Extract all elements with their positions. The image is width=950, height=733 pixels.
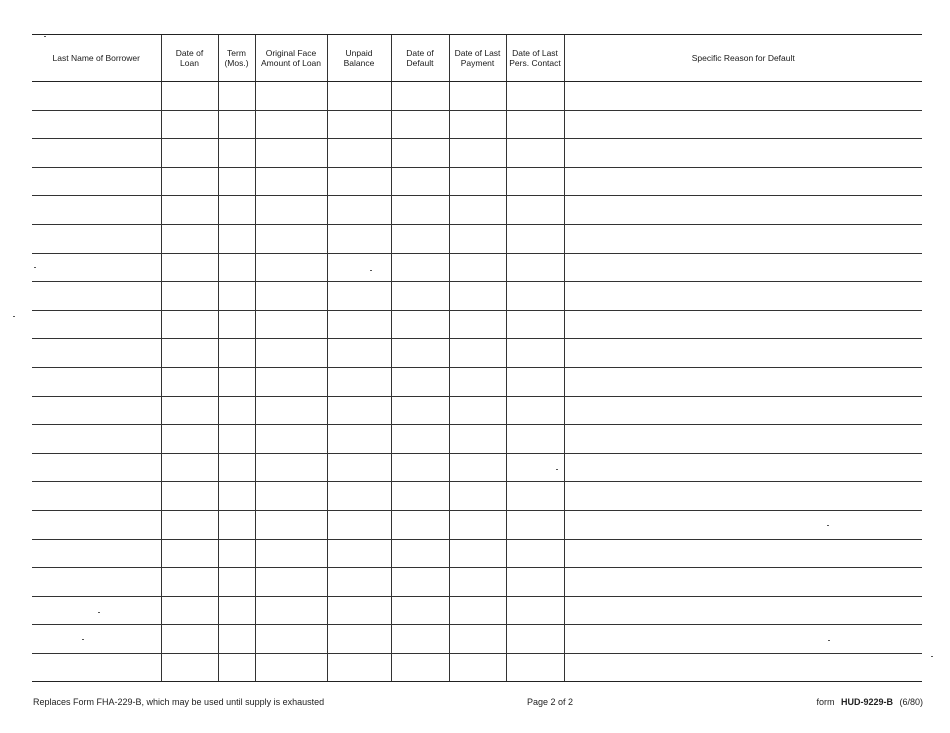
- table-cell[interactable]: [327, 339, 391, 368]
- table-cell[interactable]: [506, 167, 564, 196]
- table-cell[interactable]: [449, 425, 506, 454]
- table-row: [32, 539, 922, 568]
- table-cell[interactable]: [449, 167, 506, 196]
- page-indicator: Page 2 of 2: [527, 697, 574, 707]
- table-cell[interactable]: [449, 453, 506, 482]
- table-cell[interactable]: [255, 396, 327, 425]
- table-cell[interactable]: [255, 482, 327, 511]
- column-header-date-of-last-payment: Date of Last Payment: [449, 35, 506, 82]
- table-cell[interactable]: [449, 310, 506, 339]
- table-cell[interactable]: [506, 539, 564, 568]
- table-row: [32, 482, 922, 511]
- table-cell[interactable]: [161, 510, 218, 539]
- table-cell[interactable]: [327, 253, 391, 282]
- table-cell[interactable]: [32, 510, 161, 539]
- table-cell[interactable]: [564, 310, 922, 339]
- table-cell[interactable]: [161, 139, 218, 168]
- table-cell[interactable]: [32, 596, 161, 625]
- table-cell[interactable]: [327, 110, 391, 139]
- table-cell[interactable]: [391, 82, 449, 111]
- table-cell[interactable]: [161, 253, 218, 282]
- table-cell[interactable]: [218, 625, 255, 654]
- form-identifier: [816, 697, 923, 707]
- table-cell[interactable]: [218, 510, 255, 539]
- table-cell[interactable]: [32, 282, 161, 311]
- table-cell[interactable]: [32, 110, 161, 139]
- table-cell[interactable]: [32, 253, 161, 282]
- column-header-original-face-amount: Original Face Amount of Loan: [255, 35, 327, 82]
- table-cell[interactable]: [161, 310, 218, 339]
- table-cell[interactable]: [506, 653, 564, 682]
- table-row: [32, 282, 922, 311]
- scan-speck: [98, 612, 100, 613]
- scan-speck: [828, 640, 830, 641]
- table-cell[interactable]: [449, 367, 506, 396]
- table-cell[interactable]: [32, 396, 161, 425]
- table-cell[interactable]: [255, 139, 327, 168]
- table-cell[interactable]: [218, 425, 255, 454]
- scan-speck: [82, 639, 84, 640]
- table-cell[interactable]: [327, 625, 391, 654]
- table-cell[interactable]: [327, 82, 391, 111]
- table-cell[interactable]: [218, 653, 255, 682]
- table-cell[interactable]: [327, 139, 391, 168]
- table-cell[interactable]: [506, 453, 564, 482]
- table-cell[interactable]: [255, 568, 327, 597]
- table-row: [32, 396, 922, 425]
- table-cell[interactable]: [391, 539, 449, 568]
- table-cell[interactable]: [506, 310, 564, 339]
- table-cell[interactable]: [327, 653, 391, 682]
- table-cell[interactable]: [506, 596, 564, 625]
- table-cell[interactable]: [449, 396, 506, 425]
- form-date: (6/80): [899, 697, 923, 707]
- table-cell[interactable]: [32, 453, 161, 482]
- table-cell[interactable]: [391, 653, 449, 682]
- table-cell[interactable]: [506, 367, 564, 396]
- replaces-form-note: Replaces Form FHA-229-B, which may be used until supply is exhausted: [33, 697, 325, 707]
- table-cell[interactable]: [255, 82, 327, 111]
- table-cell[interactable]: [218, 339, 255, 368]
- table-cell[interactable]: [506, 253, 564, 282]
- table-cell[interactable]: [391, 253, 449, 282]
- table-cell[interactable]: [564, 510, 922, 539]
- table-cell[interactable]: [391, 596, 449, 625]
- table-cell[interactable]: [506, 139, 564, 168]
- table-cell[interactable]: [161, 425, 218, 454]
- scan-speck: [556, 469, 558, 470]
- table-cell[interactable]: [161, 653, 218, 682]
- table-row: [32, 310, 922, 339]
- table-cell[interactable]: [506, 425, 564, 454]
- scan-speck: [44, 36, 46, 37]
- table-cell[interactable]: [327, 453, 391, 482]
- table-cell[interactable]: [391, 139, 449, 168]
- table-cell[interactable]: [255, 253, 327, 282]
- table-cell[interactable]: [218, 82, 255, 111]
- table-row: [32, 339, 922, 368]
- table-cell[interactable]: [255, 339, 327, 368]
- table-row: [32, 653, 922, 682]
- table-cell[interactable]: [32, 653, 161, 682]
- table-cell[interactable]: [255, 539, 327, 568]
- table-cell[interactable]: [564, 453, 922, 482]
- table-cell[interactable]: [391, 110, 449, 139]
- table-cell[interactable]: [327, 367, 391, 396]
- table-cell[interactable]: [255, 625, 327, 654]
- table-cell[interactable]: [564, 625, 922, 654]
- table-cell[interactable]: [218, 539, 255, 568]
- column-header-term: Term (Mos.): [218, 35, 255, 82]
- table-row: [32, 110, 922, 139]
- table-row: [32, 568, 922, 597]
- table-body: [32, 82, 922, 682]
- table-row: [32, 596, 922, 625]
- table-cell[interactable]: [564, 568, 922, 597]
- table-cell[interactable]: [564, 539, 922, 568]
- table-cell[interactable]: [564, 653, 922, 682]
- table-cell[interactable]: [161, 110, 218, 139]
- table-header-row: [32, 35, 922, 82]
- table-cell[interactable]: [218, 139, 255, 168]
- table-cell[interactable]: [161, 224, 218, 253]
- table-cell[interactable]: [506, 482, 564, 511]
- table-cell[interactable]: [32, 568, 161, 597]
- column-header-last-name: Last Name of Borrower: [32, 35, 161, 82]
- table-cell[interactable]: [564, 367, 922, 396]
- table-cell[interactable]: [449, 510, 506, 539]
- table-cell[interactable]: [327, 596, 391, 625]
- table-cell[interactable]: [449, 539, 506, 568]
- table-cell[interactable]: [161, 539, 218, 568]
- table-cell[interactable]: [449, 196, 506, 225]
- table-cell[interactable]: [564, 110, 922, 139]
- table-cell[interactable]: [391, 625, 449, 654]
- form-number: HUD-9229-B: [840, 697, 893, 707]
- table-cell[interactable]: [391, 282, 449, 311]
- table-cell[interactable]: [449, 253, 506, 282]
- table-cell[interactable]: [449, 282, 506, 311]
- scan-speck: [827, 525, 829, 526]
- table-cell[interactable]: [506, 110, 564, 139]
- table-cell[interactable]: [218, 367, 255, 396]
- table-cell[interactable]: [564, 396, 922, 425]
- table-cell[interactable]: [255, 596, 327, 625]
- table-cell[interactable]: [161, 453, 218, 482]
- table-cell[interactable]: [218, 110, 255, 139]
- table-cell[interactable]: [255, 425, 327, 454]
- table-cell[interactable]: [327, 396, 391, 425]
- borrower-default-table: [32, 34, 922, 682]
- scan-speck: [931, 656, 933, 657]
- table-cell[interactable]: [32, 339, 161, 368]
- table-cell[interactable]: [161, 625, 218, 654]
- table-cell[interactable]: [564, 339, 922, 368]
- table-row: [32, 253, 922, 282]
- column-header-date-of-loan: Date of Loan: [161, 35, 218, 82]
- table-row: [32, 453, 922, 482]
- table-cell[interactable]: [32, 139, 161, 168]
- table-cell[interactable]: [391, 310, 449, 339]
- table-cell[interactable]: [449, 139, 506, 168]
- table-cell[interactable]: [255, 282, 327, 311]
- table-cell[interactable]: [327, 510, 391, 539]
- table-cell[interactable]: [32, 167, 161, 196]
- table-cell[interactable]: [564, 167, 922, 196]
- table-cell[interactable]: [564, 482, 922, 511]
- table-cell[interactable]: [218, 167, 255, 196]
- table-cell[interactable]: [32, 539, 161, 568]
- table-cell[interactable]: [32, 425, 161, 454]
- table-cell[interactable]: [218, 224, 255, 253]
- table-cell[interactable]: [391, 482, 449, 511]
- table-cell[interactable]: [506, 196, 564, 225]
- table-cell[interactable]: [255, 167, 327, 196]
- table-cell[interactable]: [327, 425, 391, 454]
- table-cell[interactable]: [327, 568, 391, 597]
- table-cell[interactable]: [255, 653, 327, 682]
- table-cell[interactable]: [255, 310, 327, 339]
- column-header-unpaid-balance: Unpaid Balance: [327, 35, 391, 82]
- table-cell[interactable]: [327, 282, 391, 311]
- form-prefix: form: [816, 697, 835, 707]
- table-cell[interactable]: [564, 196, 922, 225]
- table-cell[interactable]: [161, 339, 218, 368]
- table-cell[interactable]: [564, 425, 922, 454]
- table-cell[interactable]: [218, 253, 255, 282]
- table-row: [32, 139, 922, 168]
- table-cell[interactable]: [449, 110, 506, 139]
- table-cell[interactable]: [218, 453, 255, 482]
- table-cell[interactable]: [255, 110, 327, 139]
- table-cell[interactable]: [506, 339, 564, 368]
- table-cell[interactable]: [161, 367, 218, 396]
- table-cell[interactable]: [32, 367, 161, 396]
- table-cell[interactable]: [161, 282, 218, 311]
- table-row: [32, 82, 922, 111]
- table-cell[interactable]: [218, 596, 255, 625]
- table-cell[interactable]: [32, 224, 161, 253]
- table-cell[interactable]: [32, 482, 161, 511]
- column-header-specific-reason: Specific Reason for Default: [564, 35, 922, 82]
- table-cell[interactable]: [506, 396, 564, 425]
- table-cell[interactable]: [327, 196, 391, 225]
- table-row: [32, 196, 922, 225]
- table-cell[interactable]: [218, 196, 255, 225]
- table-cell[interactable]: [32, 82, 161, 111]
- table-cell[interactable]: [161, 167, 218, 196]
- table-cell[interactable]: [327, 167, 391, 196]
- table-cell[interactable]: [161, 82, 218, 111]
- table-row: [32, 425, 922, 454]
- table-cell[interactable]: [391, 396, 449, 425]
- table-cell[interactable]: [449, 224, 506, 253]
- table-cell[interactable]: [218, 568, 255, 597]
- table-cell[interactable]: [255, 224, 327, 253]
- table-cell[interactable]: [327, 224, 391, 253]
- table-cell[interactable]: [161, 568, 218, 597]
- table-cell[interactable]: [564, 282, 922, 311]
- table-cell[interactable]: [391, 453, 449, 482]
- table-row: [32, 167, 922, 196]
- table-cell[interactable]: [506, 510, 564, 539]
- table-cell[interactable]: [218, 482, 255, 511]
- table-cell[interactable]: [32, 196, 161, 225]
- table-cell[interactable]: [506, 224, 564, 253]
- column-header-date-of-default: Date of Default: [391, 35, 449, 82]
- column-header-date-of-last-pers-contact: Date of Last Pers. Contact: [506, 35, 564, 82]
- table-cell[interactable]: [32, 310, 161, 339]
- table-cell[interactable]: [564, 139, 922, 168]
- table-cell[interactable]: [391, 339, 449, 368]
- table-cell[interactable]: [391, 224, 449, 253]
- table-cell[interactable]: [449, 568, 506, 597]
- table-cell[interactable]: [449, 653, 506, 682]
- table-cell[interactable]: [161, 482, 218, 511]
- table-cell[interactable]: [449, 625, 506, 654]
- table-cell[interactable]: [218, 396, 255, 425]
- table-cell[interactable]: [218, 310, 255, 339]
- table-cell[interactable]: [391, 568, 449, 597]
- table-cell[interactable]: [161, 196, 218, 225]
- table-cell[interactable]: [449, 82, 506, 111]
- table-cell[interactable]: [564, 82, 922, 111]
- table-cell[interactable]: [32, 625, 161, 654]
- table-cell[interactable]: [506, 568, 564, 597]
- table-cell[interactable]: [327, 482, 391, 511]
- table-cell[interactable]: [449, 596, 506, 625]
- table-cell[interactable]: [161, 596, 218, 625]
- table-cell[interactable]: [506, 625, 564, 654]
- table-cell[interactable]: [255, 510, 327, 539]
- table-row: [32, 224, 922, 253]
- table-cell[interactable]: [391, 510, 449, 539]
- table-cell[interactable]: [564, 596, 922, 625]
- scan-speck: [13, 316, 15, 317]
- table-cell[interactable]: [161, 396, 218, 425]
- table-cell[interactable]: [449, 339, 506, 368]
- table-cell[interactable]: [506, 82, 564, 111]
- table-cell[interactable]: [506, 282, 564, 311]
- scan-speck: [34, 267, 36, 268]
- table-cell[interactable]: [327, 310, 391, 339]
- table-cell[interactable]: [449, 482, 506, 511]
- table-cell[interactable]: [391, 425, 449, 454]
- table-cell[interactable]: [255, 196, 327, 225]
- table-row: [32, 367, 922, 396]
- table-cell[interactable]: [564, 253, 922, 282]
- table-cell[interactable]: [391, 367, 449, 396]
- table-cell[interactable]: [255, 453, 327, 482]
- table-cell[interactable]: [391, 167, 449, 196]
- table-cell[interactable]: [255, 367, 327, 396]
- table-cell[interactable]: [327, 539, 391, 568]
- table-row: [32, 510, 922, 539]
- table-cell[interactable]: [218, 282, 255, 311]
- scan-speck: [370, 270, 372, 271]
- table-cell[interactable]: [564, 224, 922, 253]
- table-cell[interactable]: [391, 196, 449, 225]
- table-row: [32, 625, 922, 654]
